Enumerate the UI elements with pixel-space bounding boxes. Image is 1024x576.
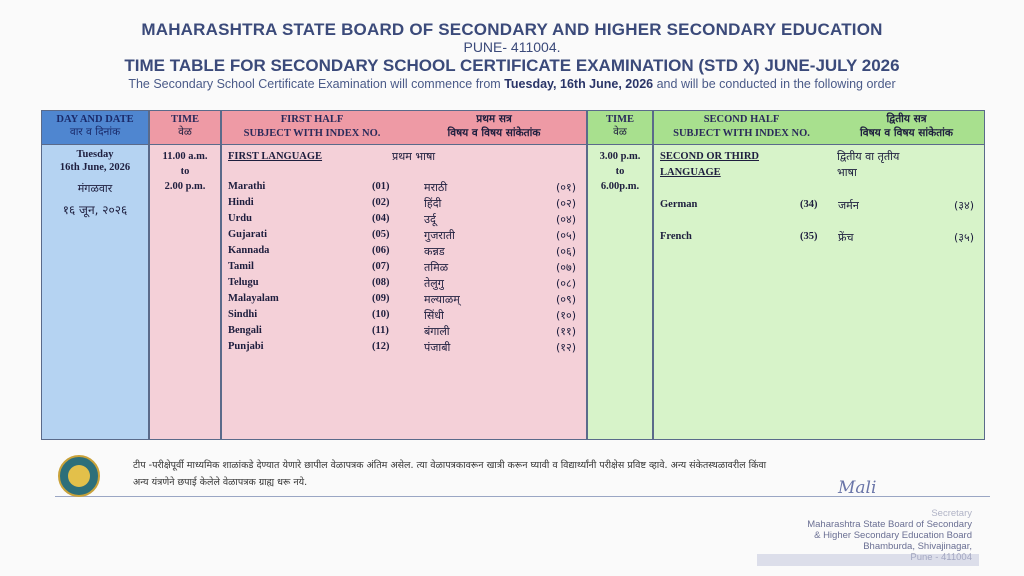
subject-row: German (34) जर्मन (३४) — [660, 199, 974, 212]
first-half-title-mr: प्रथम सत्र — [476, 113, 512, 125]
day-header-en: DAY AND DATE — [56, 114, 134, 125]
commence-note — [0, 77, 1024, 91]
first-language-group-mr: प्रथम भाषा — [392, 150, 436, 163]
second-half-column — [653, 110, 985, 440]
second-time-header-mr: वेळ — [613, 126, 627, 138]
subject-row: Marathi (01) मराठी (०१) — [228, 181, 576, 194]
first-time-header-mr: वेळ — [178, 126, 192, 138]
commence-text-b: and will be conducted in the following order — [656, 77, 896, 91]
second-half-sub-en: SUBJECT WITH INDEX NO. — [673, 128, 810, 139]
first-time-to: to — [180, 166, 190, 177]
first-time-header — [150, 111, 220, 145]
secretary-signature: Mali — [838, 478, 877, 498]
subject-row: Tamil (07) तमिळ (०७) — [228, 261, 576, 274]
day-header-mr: वार व दिनांक — [69, 126, 121, 138]
first-half-title-en: FIRST HALF — [280, 114, 344, 125]
second-language-group-mr-2: भाषा — [837, 166, 857, 179]
first-half-sub-en: SUBJECT WITH INDEX NO. — [243, 128, 381, 139]
stamp-line-2: Maharashtra State Board of Secondary — [807, 519, 972, 530]
first-half-sub-mr: विषय व विषय सांकेतांक — [447, 127, 541, 139]
second-half-title-mr: द्वितीय सत्र — [886, 113, 927, 125]
board-seal-icon — [58, 455, 100, 497]
day-header — [42, 111, 148, 145]
board-name: MAHARASHTRA STATE BOARD OF SECONDARY AND HIGHER SECONDARY EDUCATION — [141, 20, 883, 39]
timetable-title: TIME TABLE FOR SECONDARY SCHOOL CERTIFICATE EXAMINATION (STD X) JUNE-JULY 2026 — [124, 56, 900, 75]
commence-text-a: The Secondary School Certificate Examination will commence from — [128, 77, 501, 91]
second-time-end: 6.00p.m. — [600, 181, 640, 192]
second-time-header — [588, 111, 652, 145]
second-time-start: 3.00 p.m. — [599, 151, 641, 162]
first-half-header — [222, 111, 586, 145]
stamp-line-3: & Higher Secondary Education Board — [814, 530, 972, 541]
second-language-group-en-1: SECOND OR THIRD — [660, 151, 759, 162]
footer-note-line-2: अन्य यंत्रणेने छपाई केलेले वेळापत्रक ग्राह्य धरू नये. — [133, 477, 308, 488]
stamp-line-1: Secretary — [931, 508, 972, 519]
footer-note-line-1: टीप -परीक्षेपूर्वी माध्यमिक शाळांकडे देण्यात येणारे छापील वेळापत्रक अंतिम असेल. त्या वेळापत्रकावरून खात्री करून घ्यावी व विद्यार्थ्यांनी परीक्षेस प्रविष्ट व्हावे. अन्य संकेतस्थळावरील किंवा — [133, 460, 767, 471]
subject-row: Bengali (11) बंगाली (११) — [228, 325, 576, 338]
stamp-line-4: Bhamburda, Shivajinagar, — [863, 541, 972, 552]
day-mr-date: १६ जून, २०२६ — [62, 203, 128, 217]
second-half-header — [654, 111, 984, 145]
second-language-group-mr-1: द्वितीय वा तृतीय — [837, 150, 900, 163]
first-time-column — [149, 110, 221, 440]
first-time-end: 2.00 p.m. — [164, 181, 206, 192]
second-half-sub-mr: विषय व विषय सांकेतांक — [860, 127, 953, 139]
day-en-date: 16th June, 2026 — [59, 162, 131, 173]
day-column — [41, 110, 149, 440]
subject-row: Punjabi (12) पंजाबी (१२) — [228, 341, 576, 354]
subject-row: Gujarati (05) गुजराती (०५) — [228, 229, 576, 242]
subject-row: Telugu (08) तेलुगु (०८) — [228, 277, 576, 290]
subject-row: Malayalam (09) मल्याळम् (०९) — [228, 293, 576, 306]
commence-date: Tuesday, 16th June, 2026 — [504, 77, 654, 91]
second-time-to: to — [615, 166, 625, 177]
subject-row: French (35) फ्रेंच (३५) — [660, 231, 974, 244]
subject-row: Kannada (06) कन्नड (०६) — [228, 245, 576, 258]
stamp-smudge — [757, 554, 979, 566]
second-time-column — [587, 110, 653, 440]
first-language-group-en: FIRST LANGUAGE — [228, 151, 323, 162]
first-time-start: 11.00 a.m. — [162, 151, 208, 162]
second-language-group-en-2: LANGUAGE — [660, 167, 721, 178]
day-en-weekday: Tuesday — [76, 149, 114, 160]
subject-row: Sindhi (10) सिंधी (१०) — [228, 309, 576, 322]
subject-row: Hindi (02) हिंदी (०२) — [228, 197, 576, 210]
first-half-column — [221, 110, 587, 440]
day-mr-weekday: मंगळवार — [77, 182, 113, 195]
second-half-title-en: SECOND HALF — [703, 114, 780, 125]
second-time-header-en: TIME — [605, 114, 634, 125]
board-city: PUNE- 411004. — [463, 39, 561, 55]
first-time-header-en: TIME — [170, 114, 199, 125]
subject-row: Urdu (04) उर्दू (०४) — [228, 213, 576, 226]
